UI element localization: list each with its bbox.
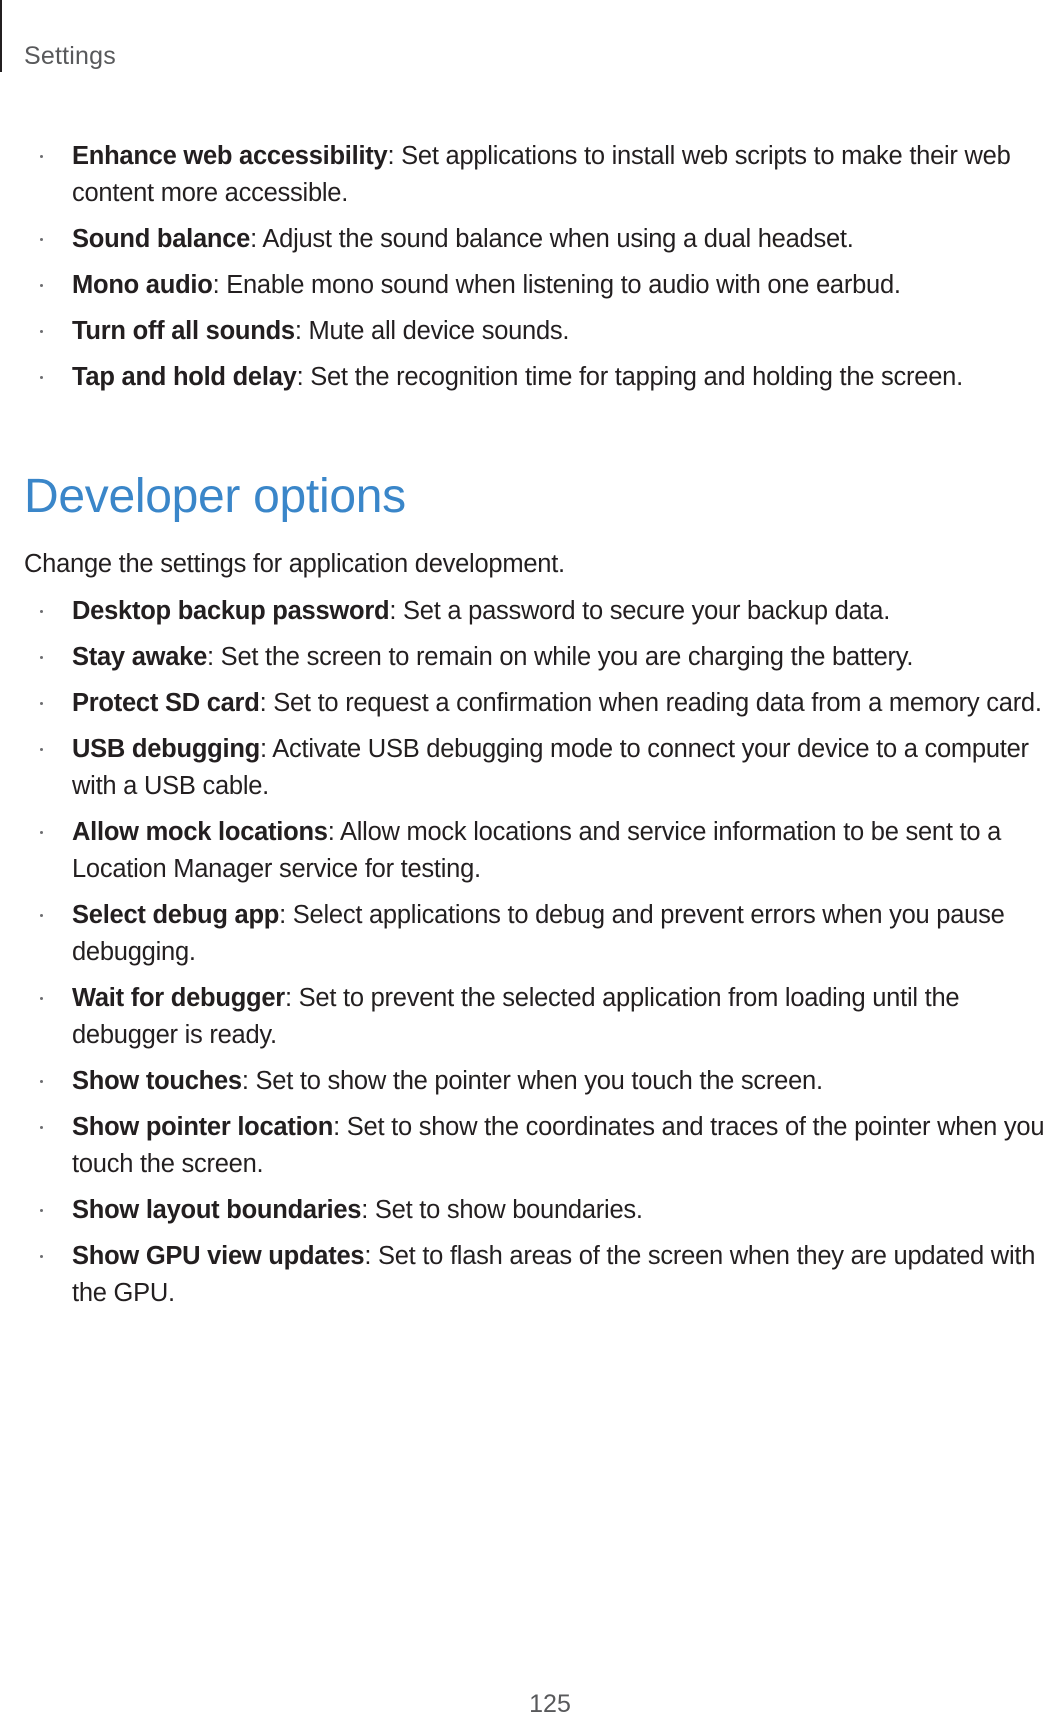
list-item: [24, 731, 1054, 805]
section-intro: Change the settings for application development.: [24, 550, 565, 578]
list-item: [24, 313, 1054, 350]
bullet-icon: [40, 702, 43, 705]
item-description: : Allow mock locations and service information to be sent to a Location Manager service for testing.: [72, 818, 1002, 883]
section-title: Developer options: [24, 470, 406, 523]
bullet-icon: [40, 1080, 43, 1083]
list-item: [24, 897, 1054, 971]
item-term: Mono audio: [72, 271, 213, 299]
item-description: : Select applications to debug and prevent errors when you pause debugging.: [72, 901, 1005, 966]
item-term: Tap and hold delay: [72, 363, 297, 391]
list-item: [24, 359, 1054, 396]
item-term: Enhance web accessibility: [72, 142, 388, 170]
developer-options-list: [24, 593, 1054, 1312]
bullet-icon: [40, 831, 43, 834]
item-term: Protect SD card: [72, 689, 260, 717]
list-item: [24, 1192, 1054, 1229]
item-term: Turn off all sounds: [72, 317, 295, 345]
item-description: : Set applications to install web scripts to make their web content more accessible.: [72, 142, 1011, 207]
item-description: : Set a password to secure your backup data.: [389, 597, 891, 625]
list-item: [24, 267, 1054, 304]
bullet-icon: [40, 1255, 43, 1258]
bullet-icon: [40, 238, 43, 241]
list-item: [24, 639, 1054, 676]
bullet-icon: [40, 376, 43, 379]
page-content: [24, 138, 1054, 1321]
list-item: [24, 221, 1054, 258]
bullet-icon: [40, 1209, 43, 1212]
list-item: [24, 593, 1054, 630]
item-description: : Set to show the pointer when you touch the screen.: [241, 1067, 823, 1095]
item-term: Show layout boundaries: [72, 1196, 362, 1224]
bullet-icon: [40, 284, 43, 287]
item-term: Show touches: [72, 1067, 242, 1095]
item-term: Desktop backup password: [72, 597, 390, 625]
list-item: [24, 138, 1054, 212]
item-description: : Set to flash areas of the screen when they are updated with the GPU.: [72, 1242, 1036, 1307]
margin-rule: [0, 0, 2, 72]
item-term: Show GPU view updates: [72, 1242, 365, 1270]
item-term: USB debugging: [72, 735, 260, 763]
running-header: Settings: [24, 42, 116, 70]
list-item: [24, 1238, 1054, 1312]
list-item: [24, 1109, 1054, 1183]
item-term: Select debug app: [72, 901, 280, 929]
list-item: [24, 685, 1054, 722]
bullet-icon: [40, 656, 43, 659]
item-description: : Mute all device sounds.: [294, 317, 570, 345]
bullet-icon: [40, 914, 43, 917]
item-description: : Adjust the sound balance when using a dual headset.: [250, 225, 854, 253]
list-item: [24, 1063, 1054, 1100]
item-description: : Activate USB debugging mode to connect your device to a computer with a USB cable.: [72, 735, 1029, 800]
item-term: Sound balance: [72, 225, 251, 253]
list-item: [24, 980, 1054, 1054]
item-description: : Set to request a confirmation when reading data from a memory card.: [259, 689, 1042, 717]
item-description: : Set the recognition time for tapping and holding the screen.: [296, 363, 963, 391]
item-description: : Set the screen to remain on while you are charging the battery.: [207, 643, 914, 671]
item-description: : Enable mono sound when listening to audio with one earbud.: [212, 271, 901, 299]
bullet-icon: [40, 610, 43, 613]
item-description: : Set to show boundaries.: [361, 1196, 643, 1224]
bullet-icon: [40, 330, 43, 333]
bullet-icon: [40, 748, 43, 751]
bullet-icon: [40, 1126, 43, 1129]
item-term: Show pointer location: [72, 1113, 334, 1141]
bullet-icon: [40, 155, 43, 158]
item-term: Stay awake: [72, 643, 208, 671]
accessibility-list: [24, 138, 1054, 396]
page-number: 125: [529, 1690, 571, 1718]
item-term: Allow mock locations: [72, 818, 328, 846]
list-item: [24, 814, 1054, 888]
item-description: : Set to show the coordinates and traces of the pointer when you touch the screen.: [72, 1113, 1045, 1178]
item-description: : Set to prevent the selected application from loading until the debugger is ready.: [72, 984, 960, 1049]
bullet-icon: [40, 997, 43, 1000]
item-term: Wait for debugger: [72, 984, 285, 1012]
